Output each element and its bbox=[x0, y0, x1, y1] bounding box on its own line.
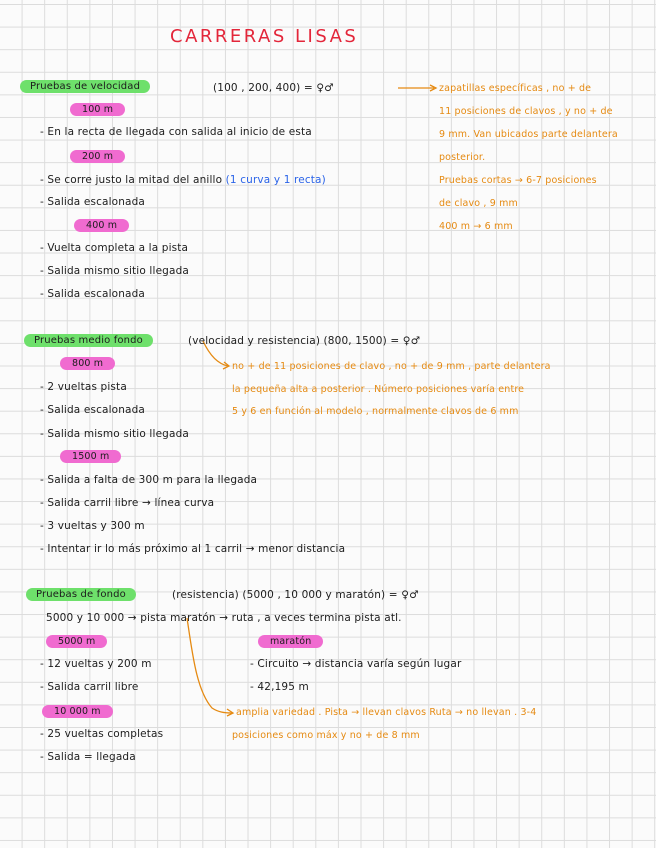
note-line: no + de 11 posiciones de clavo , no + de 9 mm , parte delantera bbox=[232, 361, 551, 372]
note-line: de clavo , 9 mm bbox=[439, 198, 518, 209]
subheader-10000m: 10 000 m bbox=[42, 705, 113, 718]
page-title: CARRERAS LISAS bbox=[170, 26, 359, 47]
text-line: - Salida carril libre → línea curva bbox=[40, 497, 215, 509]
text-line: - Salida escalonada bbox=[40, 404, 146, 416]
subheader-5000m: 5000 m bbox=[46, 635, 107, 648]
note-line: zapatillas específicas , no + de bbox=[439, 83, 592, 94]
text-line: - 3 vueltas y 300 m bbox=[40, 520, 145, 532]
text-line: - Salida a falta de 300 m para la llegada bbox=[40, 474, 258, 486]
text-line: - Salida escalonada bbox=[40, 196, 146, 208]
note-line: la pequeña alta a posterior . Número posiciones varía entre bbox=[232, 384, 525, 395]
text-line: - 2 vueltas pista bbox=[40, 381, 127, 393]
subheader-800m: 800 m bbox=[60, 357, 115, 370]
text-line: - Vuelta completa a la pista bbox=[40, 242, 189, 254]
text-line: - En la recta de llegada con salida al inicio de esta bbox=[40, 126, 312, 138]
note-line: posterior. bbox=[439, 152, 486, 163]
section-header-medio-fondo: Pruebas medio fondo bbox=[24, 334, 153, 347]
subheader-maraton: maratón bbox=[258, 635, 323, 648]
text-line: - Salida mismo sitio llegada bbox=[40, 265, 189, 277]
text-line: - Intentar ir lo más próximo al 1 carril → menor distancia bbox=[40, 543, 346, 555]
note-line: 11 posiciones de clavos , y no + de bbox=[439, 106, 613, 117]
subheader-400m: 400 m bbox=[74, 219, 129, 232]
section-info-fondo: (resistencia) (5000 , 10 000 y maratón) = ♀♂ bbox=[172, 589, 419, 601]
subheader-1500m: 1500 m bbox=[60, 450, 121, 463]
subheader-100m: 100 m bbox=[70, 103, 125, 116]
note-line: 9 mm. Van ubicados parte delantera bbox=[439, 129, 618, 140]
text-line: - Salida = llegada bbox=[40, 751, 136, 763]
section-info-medio-fondo: (velocidad y resistencia) (800, 1500) = ♀♂ bbox=[188, 335, 421, 347]
text-line: - 42,195 m bbox=[250, 681, 309, 693]
note-line: 5 y 6 en función al modelo , normalmente clavos de 6 mm bbox=[232, 406, 519, 417]
text-line: - Salida escalonada bbox=[40, 288, 146, 300]
text-line: - Salida carril libre bbox=[40, 681, 139, 693]
text-line: - 12 vueltas y 200 m bbox=[40, 658, 152, 670]
note-line: 400 m → 6 mm bbox=[439, 221, 513, 232]
text-line: - 25 vueltas completas bbox=[40, 728, 164, 740]
text-line: - Salida mismo sitio llegada bbox=[40, 428, 189, 440]
section-header-velocidad: Pruebas de velocidad bbox=[20, 80, 150, 93]
text-line: - Se corre justo la mitad del anillo (1 curva y 1 recta) bbox=[40, 174, 326, 186]
note-line: posiciones como máx y no + de 8 mm bbox=[232, 730, 420, 741]
subheader-200m: 200 m bbox=[70, 150, 125, 163]
text-line: 5000 y 10 000 → pista maratón → ruta , a veces termina pista atl. bbox=[46, 612, 402, 624]
note-line: Pruebas cortas → 6-7 posiciones bbox=[439, 175, 597, 186]
text-line: - Circuito → distancia varía según lugar bbox=[250, 658, 462, 670]
section-header-fondo: Pruebas de fondo bbox=[26, 588, 136, 601]
section-info-velocidad: (100 , 200, 400) = ♀♂ bbox=[213, 82, 334, 94]
note-line: amplia variedad . Pista → llevan clavos Ruta → no llevan . 3-4 bbox=[236, 707, 537, 718]
